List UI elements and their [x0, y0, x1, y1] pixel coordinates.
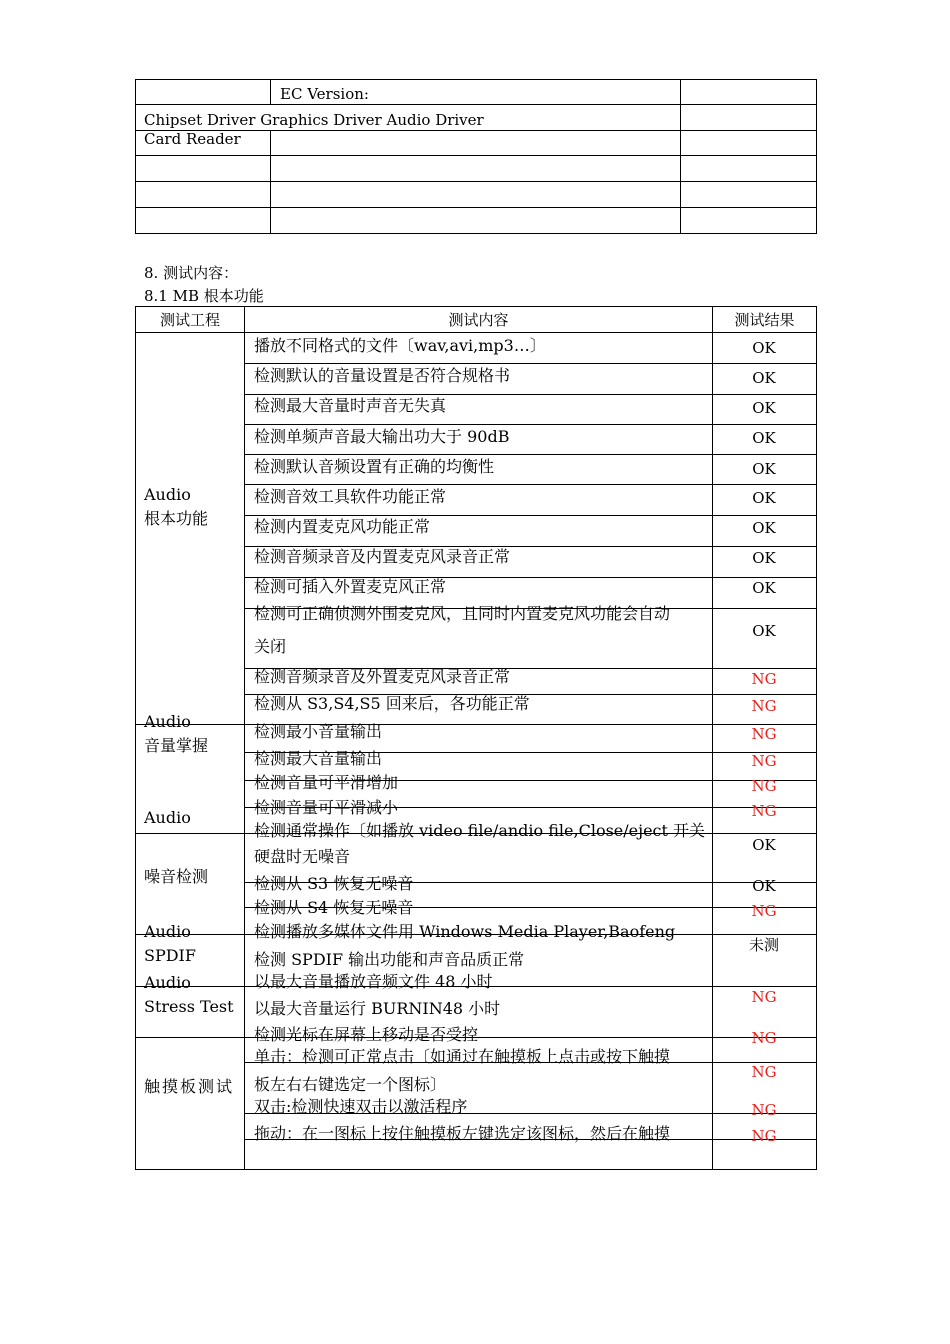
result-row-5: OK: [752, 460, 776, 478]
content-row-10-line-2: 关闭: [254, 637, 287, 656]
result-row-6: OK: [752, 489, 776, 507]
result-row-9: OK: [752, 579, 776, 597]
content-row-24: 检测光标在屏幕上移动是否受控: [254, 1025, 479, 1044]
result-row-10: OK: [752, 622, 776, 640]
result-row-7: OK: [752, 519, 776, 537]
result-row-25: NG: [751, 1063, 777, 1081]
result-row-19: NG: [751, 902, 777, 920]
group-audio-stress: Audio Stress Test: [144, 973, 234, 1016]
result-row-15: NG: [751, 777, 777, 795]
content-row-18: 检测从 S3 恢复无噪音: [254, 874, 414, 893]
content-row-3: 检测最大音量时声音无失真: [254, 396, 447, 415]
content-row-12: 检测从 S3,S4,S5 回来后，各功能正常: [254, 694, 530, 713]
content-row-27: 拖动：在一图标上按住触摸板左键选定该图标，然后在触摸: [254, 1124, 671, 1143]
result-row-8: OK: [752, 549, 776, 567]
header-test-project: 测试工程: [159, 311, 220, 329]
content-row-1: 播放不同格式的文件〔wav,avi,mp3…〕: [254, 336, 546, 355]
content-row-15: 检测音量可平滑增加: [254, 773, 399, 792]
ec-version-label: EC Version:: [280, 85, 369, 103]
result-row-14: NG: [751, 752, 777, 770]
result-row-16: NG: [751, 802, 777, 820]
content-row-21: 检测 SPDIF 输出功能和声音品质正常: [254, 950, 525, 969]
result-row-26: NG: [751, 1101, 777, 1119]
content-row-7: 检测内置麦克风功能正常: [254, 517, 431, 536]
result-row-2: OK: [752, 369, 776, 387]
content-row-16: 检测音量可平滑减小: [254, 798, 399, 817]
group-audio-noise: Audio 噪音检测: [144, 808, 209, 886]
content-row-17-line-1: 检测通常操作〔如播放 video file/andio file,Close/eject 开关: [254, 821, 706, 840]
result-row-20: 未测: [748, 936, 779, 954]
content-row-19: 检测从 S4 恢复无噪音: [254, 898, 414, 917]
content-row-6: 检测音效工具软件功能正常: [254, 487, 447, 506]
content-row-22: 以最大音量播放音频文件 48 小时: [254, 972, 493, 991]
result-row-18: OK: [752, 877, 776, 895]
content-row-23: 以最大音量运行 BURNIN48 小时: [254, 999, 501, 1018]
content-row-14: 检测最大音量输出: [254, 749, 383, 768]
section-subheading: 8.1 MB 根本功能: [144, 287, 264, 305]
content-row-26: 双击:检测快速双击以激活程序: [254, 1097, 468, 1116]
content-row-2: 检测默认的音量设置是否符合规格书: [254, 366, 511, 385]
section-heading: 8. 测试内容：: [144, 264, 239, 282]
result-row-17: OK: [752, 836, 776, 854]
group-audio-basic: Audio 根本功能: [144, 485, 209, 528]
content-row-4: 检测单频声音最大输出功大于 90dB: [254, 427, 510, 446]
group-touchpad: 触摸板测试: [144, 1077, 235, 1096]
content-row-9: 检测可插入外置麦克风正常: [254, 577, 447, 596]
content-row-25-line-2: 板左右右键选定一个图标〕: [254, 1075, 447, 1094]
card-reader-label: Card Reader: [144, 130, 241, 148]
content-row-17-line-2: 硬盘时无噪音: [254, 847, 351, 866]
result-row-24: NG: [751, 1029, 777, 1047]
header-test-result: 测试结果: [734, 311, 795, 329]
content-row-13: 检测最小音量输出: [254, 722, 383, 741]
content-row-20: 检测播放多媒体文件用 Windows Media Player,Baofeng: [254, 922, 676, 941]
content-row-5: 检测默认音频设置有正确的均衡性: [254, 457, 495, 476]
content-row-10-line-1: 检测可正确侦测外围麦克风，且同时内置麦克风功能会自动: [254, 604, 671, 623]
result-row-4: OK: [752, 429, 776, 447]
content-row-8: 检测音频录音及内置麦克风录音正常: [254, 547, 511, 566]
result-row-3: OK: [752, 399, 776, 417]
content-row-25-line-1: 单击：检测可正常点击〔如通过在触摸板上点击或按下触摸: [254, 1047, 671, 1066]
result-row-11: NG: [751, 670, 777, 688]
result-row-12: NG: [751, 697, 777, 715]
result-row-1: OK: [752, 339, 776, 357]
result-row-13: NG: [751, 725, 777, 743]
group-audio-spdif: Audio SPDIF: [144, 922, 196, 965]
content-row-11: 检测音频录音及外置麦克风录音正常: [254, 667, 511, 686]
group-audio-volume: Audio 音量掌握: [144, 712, 209, 755]
result-row-22: NG: [751, 988, 777, 1006]
result-row-27: NG: [751, 1127, 777, 1145]
header-test-content: 测试内容: [448, 311, 509, 329]
drivers-text: Chipset Driver Graphics Driver Audio Driver: [144, 111, 484, 129]
